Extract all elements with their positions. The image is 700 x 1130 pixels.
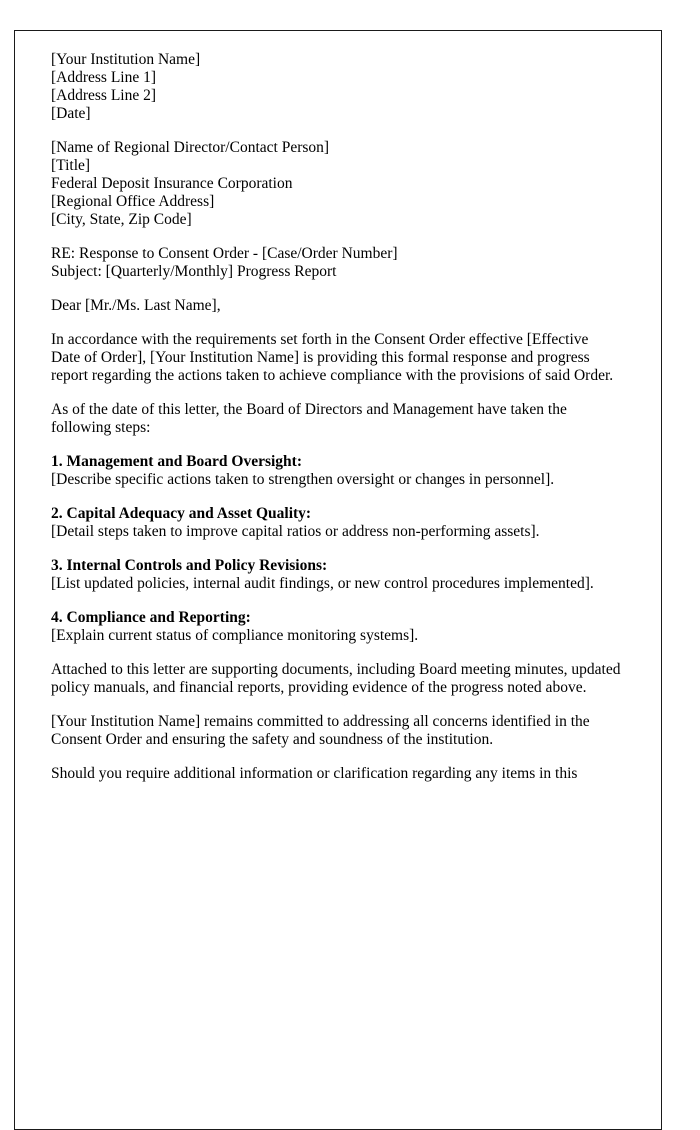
salutation: Dear [Mr./Ms. Last Name], [51, 297, 221, 314]
steps-lead-paragraph: As of the date of this letter, the Board of Directors and Management have taken the following steps: [51, 401, 567, 436]
section-heading: 2. Capital Adequacy and Asset Quality: [51, 505, 312, 522]
recipient-city-state-zip: [City, State, Zip Code] [51, 211, 192, 228]
sender-address-block [51, 51, 621, 123]
section-body: [List updated policies, internal audit findings, or new control procedures implemented]. [51, 575, 594, 592]
recipient-organization: Federal Deposit Insurance Corporation [51, 175, 293, 192]
section-body: [Describe specific actions taken to strengthen oversight or changes in personnel]. [51, 471, 555, 488]
section-internal-controls [51, 557, 621, 593]
section-heading: 4. Compliance and Reporting: [51, 609, 251, 626]
commitment-paragraph: [Your Institution Name] remains committed to addressing all concerns identified in the Consent Order and ensuring the safety and soundness of the institution. [51, 713, 590, 748]
letter-date: [Date] [51, 105, 91, 122]
section-heading: 3. Internal Controls and Policy Revisions: [51, 557, 328, 574]
recipient-address-block [51, 139, 621, 229]
attachments-paragraph: Attached to this letter are supporting documents, including Board meeting minutes, updated policy manuals, and financial reports, providing evidence of the progress noted above. [51, 661, 621, 696]
re-line: RE: Response to Consent Order - [Case/Order Number] [51, 245, 398, 262]
recipient-office-address: [Regional Office Address] [51, 193, 215, 210]
sender-address-line-1: [Address Line 1] [51, 69, 157, 86]
recipient-title: [Title] [51, 157, 91, 174]
section-compliance-reporting [51, 609, 621, 645]
subject-line: Subject: [Quarterly/Monthly] Progress Report [51, 263, 337, 280]
section-body: [Detail steps taken to improve capital ratios or address non-performing assets]. [51, 523, 540, 540]
section-body: [Explain current status of compliance monitoring systems]. [51, 627, 419, 644]
letter-page [14, 30, 662, 1130]
recipient-name: [Name of Regional Director/Contact Person] [51, 139, 330, 156]
section-heading: 1. Management and Board Oversight: [51, 453, 303, 470]
section-management-oversight [51, 453, 621, 489]
section-capital-adequacy [51, 505, 621, 541]
intro-paragraph: In accordance with the requirements set forth in the Consent Order effective [Effective Date of Order], [Your Institution Name] is providing this formal response and progress report regarding the actions taken to achieve compliance with the provisions of said Order. [51, 331, 614, 384]
sender-institution-name: [Your Institution Name] [51, 51, 201, 68]
reference-block [51, 245, 621, 281]
sender-address-line-2: [Address Line 2] [51, 87, 157, 104]
closing-paragraph-partial: Should you require additional information or clarification regarding any items in this [51, 765, 578, 782]
